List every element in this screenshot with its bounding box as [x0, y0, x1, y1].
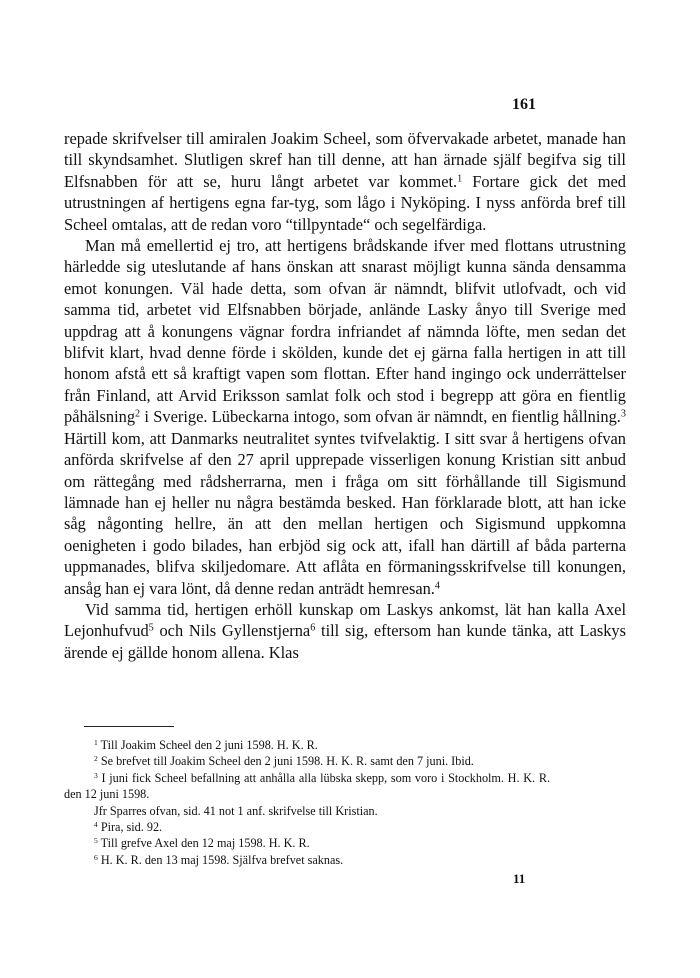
paragraph-text: Vid samma tid, hertigen erhöll kunskap om Laskys ankomst, lät han kalla Axel Lejonhufvud — [64, 599, 626, 641]
footnote-text: Till grefve Axel den 12 maj 1598. H. K. R. — [100, 836, 310, 851]
body-text — [64, 128, 626, 663]
footnote-ref: 1 — [457, 173, 463, 185]
paragraph — [64, 128, 626, 235]
footnote-marker: 2 — [94, 754, 98, 764]
footnote — [64, 852, 550, 868]
paragraph-text: repade skrifvelser till amiralen Joakim Scheel, som öfvervakade arbetet, manade han till skyndsamhet. Slutligen skref han till denne, att han ärnade själf begifva sig till Elfsnabben för att se, huru långt arbetet var kommet. — [64, 129, 626, 191]
footnote — [64, 819, 550, 835]
paragraph — [64, 235, 626, 599]
footnote-ref: 3 — [620, 408, 626, 420]
footnote — [64, 835, 550, 851]
paragraph-text: i Sverige. Lübeckarna intogo, som ofvan är nämndt, en fientlig hållning. — [140, 407, 621, 427]
footnote-ref: 4 — [434, 579, 440, 591]
footnote-ref: 5 — [148, 622, 154, 634]
footnote-marker: 4 — [94, 819, 98, 829]
footnote — [64, 770, 550, 803]
footnote — [64, 753, 550, 769]
footnote-divider — [84, 726, 174, 727]
footnote-marker: 6 — [94, 852, 98, 862]
paragraph-text: Fortare gick det med utrustningen af hertigens egna far-tyg, som lågo i Nyköping. I nyss anförda bref till Scheel omtalas, att de redan voro “tillpyntade“ och segelfärdiga. — [64, 171, 626, 234]
footnote-ref: 2 — [135, 408, 141, 420]
footnote-marker: 1 — [94, 737, 98, 747]
paragraph-text: Man må emellertid ej tro, att hertigens brådskande ifver med flottans utrustning härledde sig uteslutande af hans önskan att snarast möjligt kunna sända densamma emot konungen. Väl hade detta, som ofvan är nämndt, blifvit utlofvadt, och vid samma tid, arbetet vid Elfsnabben började, anlände Lasky ånyo till Sverige med uppdrag att å konungens vägnar fordra infriandet af nämnda löfte, men sedan det blifvit klart, hvad denne förde i skölden, kunde det ej gärna falla hertigen in att till honom afstå ett så kraftigt vapen som flottan. Efter hand ingingo ock underrättelser från Finland, att Arvid Eriksson samlat folk och stod i begrepp att göra en fientlig påhälsning — [64, 236, 626, 427]
footnote-marker: 5 — [94, 836, 98, 846]
footnote-text: Jfr Sparres ofvan, sid. 41 not 1 anf. skrifvelse till Kristian. — [94, 803, 378, 818]
footnote-text: H. K. R. den 13 maj 1598. Själfva brefvet saknas. — [100, 852, 344, 867]
footnote — [64, 737, 550, 753]
footnote-text: Pira, sid. 92. — [100, 820, 163, 835]
footnote-text: I juni fick Scheel befallning att anhålla alla lübska skepp, som voro i Stockholm. H. K. R. den 12 juni 1598. — [64, 770, 551, 802]
signature-mark: 11 — [513, 871, 526, 886]
page-number: 161 — [512, 96, 536, 113]
paragraph-text: Härtill kom, att Danmarks neutralitet syntes tvifvelaktig. I sitt svar å hertigens ofvan anförda skrifvelse af den 27 april upprepade visserligen konung Kristian sitt anbud om rättegång med rådsherrarna, men i fråga om sitt förhållande till Sigismund lämnade han ej heller nu några bestämda besked. Han förklarade blott, att han icke såg någonting hellre, än att den mellan hertigen och Sigismund uppkomna oenigheten i godo bilades, han erbjöd sig ock att, ifall han därtill af båda parterna uppmanades, blifva skiljedomare. Att aflåta en förmaningsskrifvelse till konungen, ansåg han ej vara lönt, då denne redan anträdt hemresan. — [64, 428, 626, 598]
footnotes — [64, 737, 550, 868]
footnote — [64, 803, 550, 819]
paragraph-text: till sig, eftersom han kunde tänka, att Laskys ärende ej gällde honom allena. Klas — [64, 621, 626, 662]
footnote-text: Till Joakim Scheel den 2 juni 1598. H. K. R. — [100, 738, 318, 752]
footnote-ref: 6 — [310, 622, 316, 634]
paragraph — [64, 599, 626, 663]
footnote-marker: 3 — [94, 770, 98, 780]
footnote-text: Se brefvet till Joakim Scheel den 2 juni 1598. H. K. R. samt den 7 juni. Ibid. — [100, 754, 474, 769]
paragraph-text: och Nils Gyllenstjerna — [153, 621, 311, 641]
